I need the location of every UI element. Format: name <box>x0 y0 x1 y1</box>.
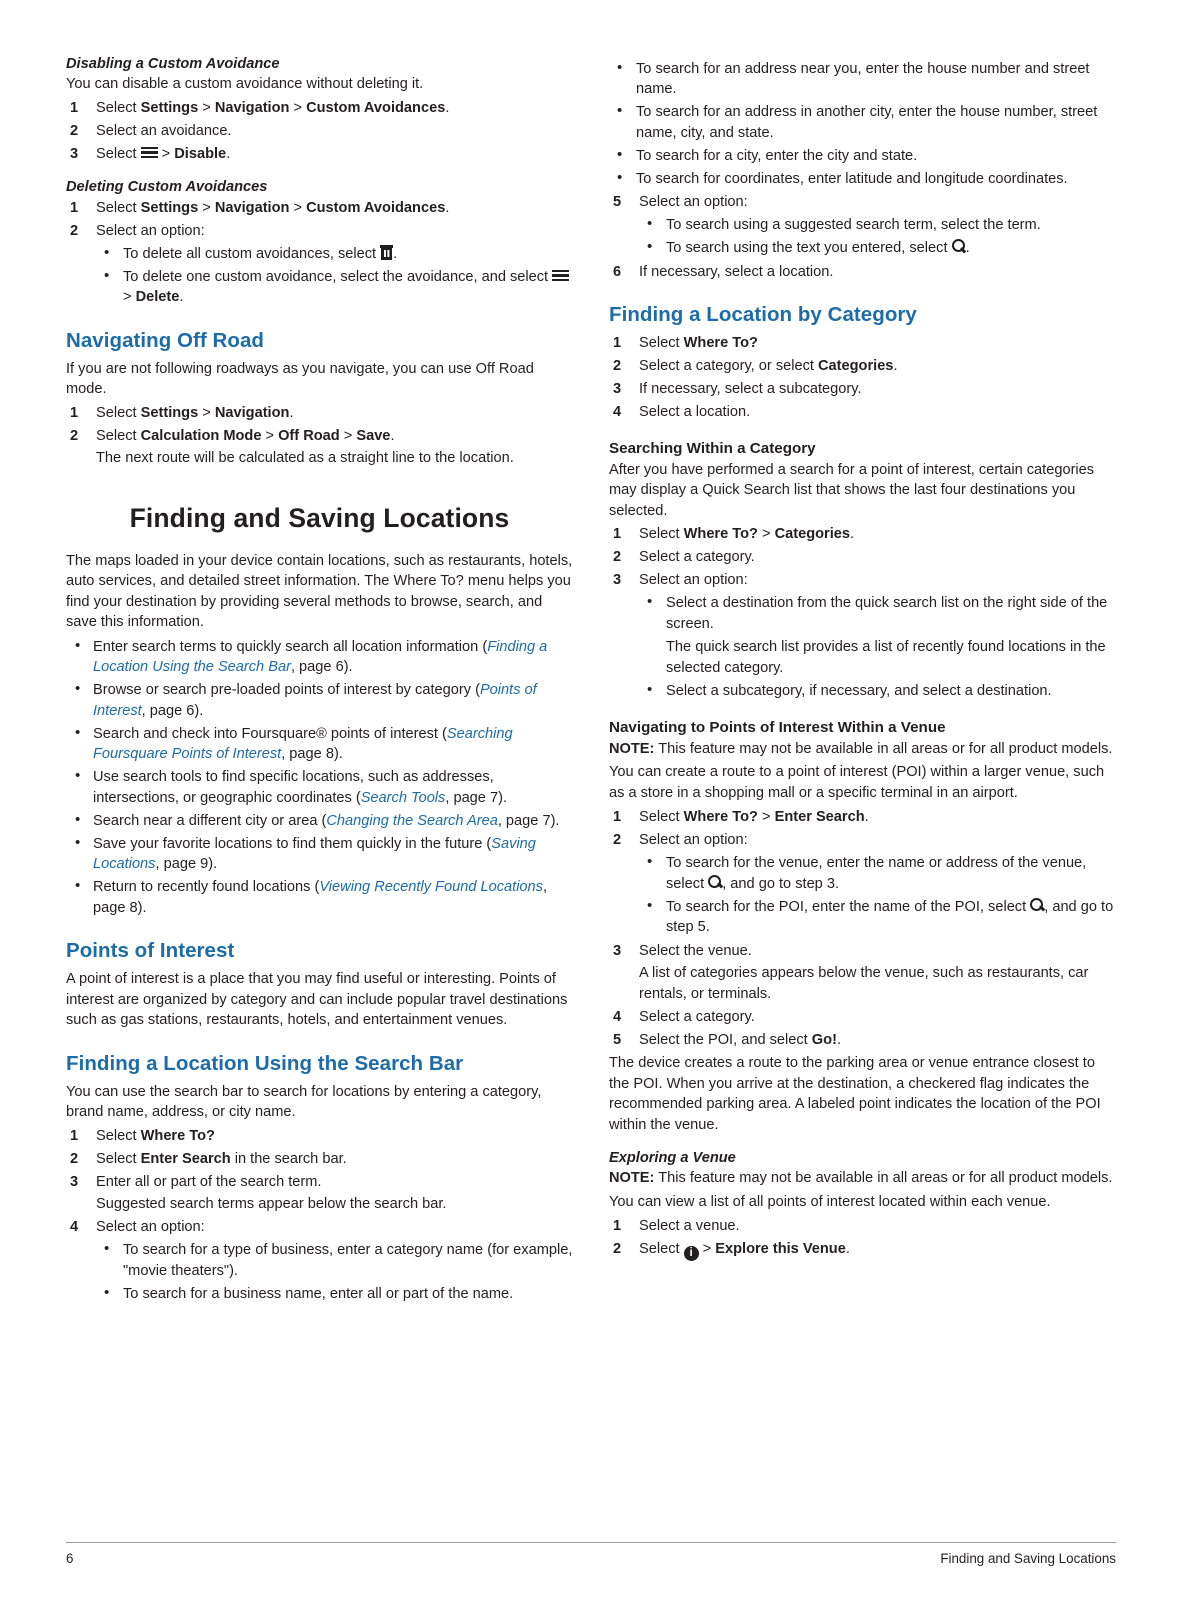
step-number: 3 <box>70 145 79 162</box>
step-item <box>66 1149 573 1170</box>
step-item <box>609 1007 1116 1028</box>
step-item <box>609 1239 1116 1261</box>
step-item <box>66 98 573 119</box>
ui-label: Where To? <box>683 335 758 351</box>
step-number: 3 <box>70 1173 79 1190</box>
step-item <box>66 426 573 469</box>
step-suffix: . <box>445 199 450 216</box>
step-item <box>609 356 1116 377</box>
cross-reference-link[interactable]: Changing the Search Area <box>326 812 498 829</box>
bullet-item: • To search for an address in another city, enter the house number, street name, city, and state. <box>609 102 1116 143</box>
search-icon <box>708 875 722 890</box>
search-icon <box>1030 898 1044 913</box>
step-note: A list of categories appears below the venue, such as restaurants, car rentals, or terminals. <box>639 965 1089 1002</box>
bullet-item <box>66 724 573 765</box>
note-text: This feature may not be available in all areas or for all product models. <box>654 740 1113 757</box>
step-suffix: . <box>845 1241 850 1257</box>
step-text <box>96 1126 573 1147</box>
right-column <box>609 56 1116 1264</box>
step-item <box>66 121 573 142</box>
heading-finding-by-category: Finding a Location by Category <box>609 303 917 326</box>
bullet-item <box>66 680 573 721</box>
separator: > <box>289 199 307 216</box>
step-prefix: Select <box>96 1127 141 1144</box>
bullet-text: Browse or search pre-loaded points of interest by category ( <box>93 682 480 698</box>
text-chapter-intro: The maps loaded in your device contain locations, such as restaurants, hotels, auto services, and detailed street information. The Where To? menu helps you find your destination by providing several methods to browse, search, and save this information. <box>66 552 573 630</box>
cross-reference-link[interactable]: Finding a Location Using the Search Bar <box>93 638 548 675</box>
steps-finding-by-category <box>609 333 1116 423</box>
heading-navigating-off-road: Navigating Off Road <box>66 328 264 352</box>
heading-finding-with-search-bar: Finding a Location Using the Search Bar <box>66 1051 464 1075</box>
note-exploring-venue <box>609 1168 1116 1189</box>
menu-icon <box>552 270 569 282</box>
step-suffix: . <box>850 526 855 542</box>
step-item <box>609 192 1116 259</box>
text-off-road-intro: If you are not following roadways as you navigate, you can use Off Road mode. <box>66 360 534 397</box>
ui-label: Go! <box>811 1031 837 1048</box>
steps-exploring-venue <box>609 1216 1116 1261</box>
bullets-category-search-options <box>639 593 1116 702</box>
footer-divider <box>66 1542 1116 1543</box>
separator: > <box>198 404 215 421</box>
separator: > <box>198 199 215 216</box>
step-prefix: Select <box>639 335 684 351</box>
step-item <box>66 1217 573 1304</box>
step-text: Select an avoidance. <box>96 122 232 139</box>
step-number: 5 <box>613 1031 622 1048</box>
bullet-item <box>96 267 573 308</box>
step-text: Select an option: <box>639 194 748 210</box>
ui-label: Enter Search <box>140 1150 231 1167</box>
step-item <box>609 570 1116 702</box>
bullet-item <box>66 767 573 808</box>
bullet-item: • To search for a city, enter the city and state. <box>609 146 1116 167</box>
step-text <box>96 426 573 447</box>
steps-deleting-custom-avoidances <box>66 198 573 308</box>
ui-label: Where To? <box>683 809 758 825</box>
step-text <box>639 1030 1116 1051</box>
steps-navigating-off-road <box>66 403 573 469</box>
bullets-venue-search-options <box>639 853 1116 938</box>
chapter-title: Finding and Saving Locations <box>129 502 510 533</box>
text-points-of-interest: A point of interest is a place that you may find useful or interesting. Points of interest are organized by category and can include popular travel destinations such as gas stations, restaurants, hotels, and entertainment venues. <box>66 971 568 1028</box>
bullet-item: • To search for a type of business, enter a category name (for example, "movie theaters"). <box>96 1240 573 1281</box>
separator: > <box>123 289 136 305</box>
step-item <box>66 1172 573 1215</box>
step-item <box>66 403 573 424</box>
step-note: The next route will be calculated as a straight line to the location. <box>96 450 514 466</box>
step-text: Select an option: <box>639 572 748 588</box>
bullet-suffix: . <box>965 240 970 256</box>
text-search-bar-intro: You can use the search bar to search for locations by entering a category, brand name, address, or city name. <box>66 1083 542 1120</box>
bullet-text: To search for the POI, enter the name of the POI, select <box>666 898 1031 915</box>
ui-label: Explore this Venue <box>715 1241 846 1257</box>
bullets-search-term-options <box>639 215 1116 259</box>
bullet-suffix: , page 8). <box>93 879 548 916</box>
heading-points-of-interest: Points of Interest <box>66 939 235 962</box>
heading-deleting-custom-avoidances: Deleting Custom Avoidances <box>66 179 268 195</box>
step-number: 2 <box>613 549 622 565</box>
step-text: Select an option: <box>639 832 748 848</box>
step-item <box>66 198 573 219</box>
bullet-item <box>96 244 573 265</box>
step-item <box>609 333 1116 354</box>
text-searching-within-category-intro: After you have performed a search for a point of interest, certain categories may display a Quick Search list that shows the last four destinations you selected. <box>609 461 1095 519</box>
step-text: Select an option: <box>96 1219 205 1235</box>
ui-label: Custom Avoidances <box>306 99 446 116</box>
bullet-text: Enter search terms to quickly search all location information ( <box>93 638 488 655</box>
step-text <box>639 807 1116 828</box>
menu-icon <box>141 147 158 159</box>
step-suffix: . <box>445 99 450 116</box>
step-text: If necessary, select a location. <box>639 263 834 280</box>
step-prefix: Select <box>96 404 141 421</box>
step-text: Select a category. <box>639 549 755 565</box>
step-suffix: in the search bar. <box>230 1150 347 1167</box>
ui-label: Off Road <box>278 427 340 444</box>
ui-label: Disable <box>174 145 227 162</box>
separator: > <box>757 809 775 825</box>
search-icon <box>952 239 966 254</box>
step-number: 1 <box>613 526 622 542</box>
ui-label: Enter Search <box>774 809 865 825</box>
step-prefix: Select <box>96 199 141 216</box>
step-text <box>639 1239 1116 1261</box>
step-note: Suggested search terms appear below the search bar. <box>96 1196 447 1212</box>
bullet-note: The quick search list provides a list of recently found locations in the selected category. <box>666 639 1106 676</box>
ui-label: Settings <box>140 404 199 421</box>
bullet-item <box>639 593 1116 678</box>
step-number: 3 <box>613 572 622 588</box>
step-text <box>96 198 573 219</box>
ui-label: Where To? <box>683 526 758 542</box>
text-navigating-poi-venue-closing: The device creates a route to the parking area or venue entrance closest to the POI. When you arrive at the destination, a checkered flag indicates the recommended parking area. A labeled point indicates the location of the POI within the venue. <box>609 1055 1101 1133</box>
step-text: Select an option: <box>96 222 205 239</box>
step-suffix: . <box>390 427 395 444</box>
note-label: NOTE: <box>609 740 655 757</box>
step-item <box>609 941 1116 1005</box>
step-number: 4 <box>613 404 622 420</box>
step-number: 2 <box>70 427 79 444</box>
bullets-search-bar-options <box>96 1240 573 1304</box>
page-number: 6 <box>66 1551 74 1566</box>
step-text <box>639 333 1116 354</box>
bullet-suffix: , page 7). <box>445 789 508 806</box>
ui-label: Where To? <box>140 1127 215 1144</box>
steps-navigating-poi-venue <box>609 807 1116 1050</box>
step-number: 4 <box>613 1008 622 1025</box>
heading-exploring-venue: Exploring a Venue <box>609 1150 736 1166</box>
step-item <box>609 830 1116 938</box>
bullets-chapter-methods <box>66 637 573 919</box>
step-item <box>66 221 573 308</box>
step-prefix: Select <box>639 809 684 825</box>
ui-label: Delete <box>135 289 180 305</box>
bullet-text: To delete all custom avoidances, select <box>123 245 381 262</box>
page-footer <box>66 1542 1116 1566</box>
step-text <box>96 144 573 165</box>
ui-label: Calculation Mode <box>140 427 262 444</box>
bullets-delete-options <box>96 244 573 308</box>
step-number: 3 <box>613 381 622 397</box>
step-suffix: . <box>864 809 869 825</box>
trash-icon <box>380 245 393 260</box>
step-prefix: Select <box>96 99 141 116</box>
bullet-suffix: . <box>179 289 184 305</box>
separator: > <box>289 99 307 116</box>
bullet-item: • To search using a suggested search term, select the term. <box>639 215 1116 236</box>
step-prefix: Select the POI, and select <box>639 1031 812 1048</box>
step-number: 6 <box>613 263 622 280</box>
ui-label: Settings <box>140 199 199 216</box>
step-text: Select a category. <box>639 1008 755 1025</box>
step-item <box>609 262 1116 283</box>
cross-reference-link[interactable]: Points of Interest <box>93 682 537 719</box>
info-icon: i <box>684 1246 699 1261</box>
step-item <box>609 547 1116 568</box>
ui-label: Navigation <box>214 99 290 116</box>
step-prefix: Select <box>96 1150 141 1167</box>
separator: > <box>339 427 357 444</box>
bullet-text: Return to recently found locations ( <box>93 879 320 895</box>
bullet-item: • To search for an address near you, enter the house number and street name. <box>609 59 1116 100</box>
bullet-item: • To search for a business name, enter all or part of the name. <box>96 1284 573 1305</box>
steps-searching-within-category <box>609 524 1116 702</box>
step-text: Select a location. <box>639 404 751 420</box>
bullet-item <box>639 853 1116 894</box>
step-prefix: Select a category, or select <box>639 358 818 374</box>
step-text: Enter all or part of the search term. <box>96 1173 322 1190</box>
step-text <box>639 356 1116 377</box>
text-exploring-venue-body: You can view a list of all points of interest located within each venue. <box>609 1193 1051 1210</box>
bullet-text: To delete one custom avoidance, select the avoidance, and select <box>123 268 553 285</box>
step-number: 2 <box>613 1241 622 1257</box>
bullet-suffix: . <box>393 245 398 262</box>
separator: > <box>198 99 215 116</box>
bullet-suffix: , and go to step 3. <box>722 875 840 892</box>
step-prefix: Select <box>639 1241 684 1257</box>
separator: > <box>157 145 175 162</box>
step-number: 2 <box>613 358 622 374</box>
step-number: 2 <box>70 122 79 139</box>
cross-reference-link[interactable]: Viewing Recently Found Locations <box>319 879 543 895</box>
step-number: 1 <box>70 404 79 421</box>
note-navigating-poi-venue <box>609 739 1116 760</box>
bullet-suffix: , page 6). <box>290 659 353 675</box>
steps-finding-with-search-bar <box>66 1126 573 1305</box>
bullet-text: Save your favorite locations to find them quickly in the future ( <box>93 835 492 852</box>
bullet-text: Search and check into Foursquare® points of interest ( <box>93 725 447 742</box>
step-item <box>609 1030 1116 1051</box>
step-text: If necessary, select a subcategory. <box>639 381 862 397</box>
step-suffix: . <box>836 1031 841 1048</box>
bullets-search-bar-options-continued <box>609 59 1116 190</box>
bullet-text: Use search tools to find specific locations, such as addresses, intersections, or geographic coordinates ( <box>93 769 494 806</box>
step-suffix: . <box>289 404 294 421</box>
step-item <box>609 807 1116 828</box>
step-number: 2 <box>613 832 622 848</box>
step-number: 3 <box>613 942 622 959</box>
bullet-item: • To search for coordinates, enter latitude and longitude coordinates. <box>609 169 1116 190</box>
two-column-layout <box>66 56 1116 1307</box>
note-label: NOTE: <box>609 1170 655 1186</box>
step-suffix: . <box>226 145 231 162</box>
text-navigating-poi-venue-body: You can create a route to a point of interest (POI) within a larger venue, such as a store in a shopping mall or a specific terminal in an airport. <box>609 764 1105 801</box>
bullet-item <box>639 238 1116 259</box>
separator: > <box>698 1241 716 1257</box>
cross-reference-link[interactable]: Searching Foursquare Points of Interest <box>93 725 513 762</box>
note-text: This feature may not be available in all areas or for all product models. <box>654 1170 1113 1186</box>
ui-label: Categories <box>818 358 894 374</box>
heading-navigating-poi-within-venue: Navigating to Points of Interest Within a Venue <box>609 718 946 736</box>
separator: > <box>757 526 775 542</box>
step-text <box>96 1149 573 1170</box>
separator: > <box>261 427 279 444</box>
bullet-text: Search near a different city or area ( <box>93 812 327 829</box>
step-number: 2 <box>70 222 79 239</box>
step-number: 1 <box>613 1218 622 1234</box>
ui-label: Save <box>356 427 391 444</box>
step-prefix: Select <box>96 427 141 444</box>
step-number: 1 <box>70 1127 79 1144</box>
step-item <box>66 144 573 165</box>
ui-label: Categories <box>774 526 851 542</box>
footer-section-title: Finding and Saving Locations <box>940 1551 1116 1566</box>
bullet-suffix: , page 7). <box>497 812 560 829</box>
bullet-item <box>639 897 1116 938</box>
text-disabling-intro: You can disable a custom avoidance without deleting it. <box>66 76 424 92</box>
footer-row <box>66 1551 1116 1566</box>
bullet-item <box>66 877 573 918</box>
ui-label: Navigation <box>214 199 290 216</box>
bullet-suffix: , page 8). <box>281 746 343 762</box>
bullet-item: • Select a subcategory, if necessary, and select a destination. <box>639 681 1116 702</box>
bullet-item <box>66 811 573 832</box>
step-text <box>96 98 573 119</box>
step-number: 2 <box>70 1150 79 1167</box>
step-text: Select a venue. <box>639 1218 740 1234</box>
cross-reference-link[interactable]: Saving Locations <box>93 835 536 872</box>
step-text: Select the venue. <box>639 942 752 959</box>
steps-search-bar-continued <box>609 192 1116 282</box>
left-column <box>66 56 573 1307</box>
cross-reference-link[interactable]: Search Tools <box>360 789 446 806</box>
step-text <box>96 403 573 424</box>
step-item <box>609 402 1116 423</box>
step-number: 4 <box>70 1219 79 1235</box>
step-suffix: . <box>893 358 898 374</box>
steps-disabling-custom-avoidance <box>66 98 573 165</box>
step-item <box>609 1216 1116 1237</box>
step-item <box>609 524 1116 545</box>
bullet-text: To search using the text you entered, select <box>666 240 952 256</box>
ui-label: Settings <box>140 99 199 116</box>
step-prefix: Select <box>639 526 684 542</box>
ui-label: Custom Avoidances <box>306 199 446 216</box>
step-item <box>66 1126 573 1147</box>
bullet-item <box>66 834 573 875</box>
bullet-item <box>66 637 573 678</box>
heading-searching-within-category: Searching Within a Category <box>609 439 816 457</box>
step-number: 5 <box>613 194 622 210</box>
step-number: 1 <box>70 199 79 216</box>
bullet-text: To search for the venue, enter the name or address of the venue, select <box>666 855 1087 892</box>
step-number: 1 <box>613 335 622 351</box>
step-item <box>609 379 1116 400</box>
bullet-suffix: , page 9). <box>155 856 218 872</box>
bullet-suffix: , and go to step 5. <box>666 898 1114 935</box>
bullet-text: Select a destination from the quick search list on the right side of the screen. <box>666 595 1108 632</box>
step-number: 1 <box>613 809 622 825</box>
heading-disabling-custom-avoidance: Disabling a Custom Avoidance <box>66 56 280 72</box>
step-prefix: Select <box>96 145 141 162</box>
bullet-suffix: , page 6). <box>141 702 204 719</box>
step-number: 1 <box>70 99 79 116</box>
ui-label: Navigation <box>214 404 290 421</box>
step-text <box>639 524 1116 545</box>
